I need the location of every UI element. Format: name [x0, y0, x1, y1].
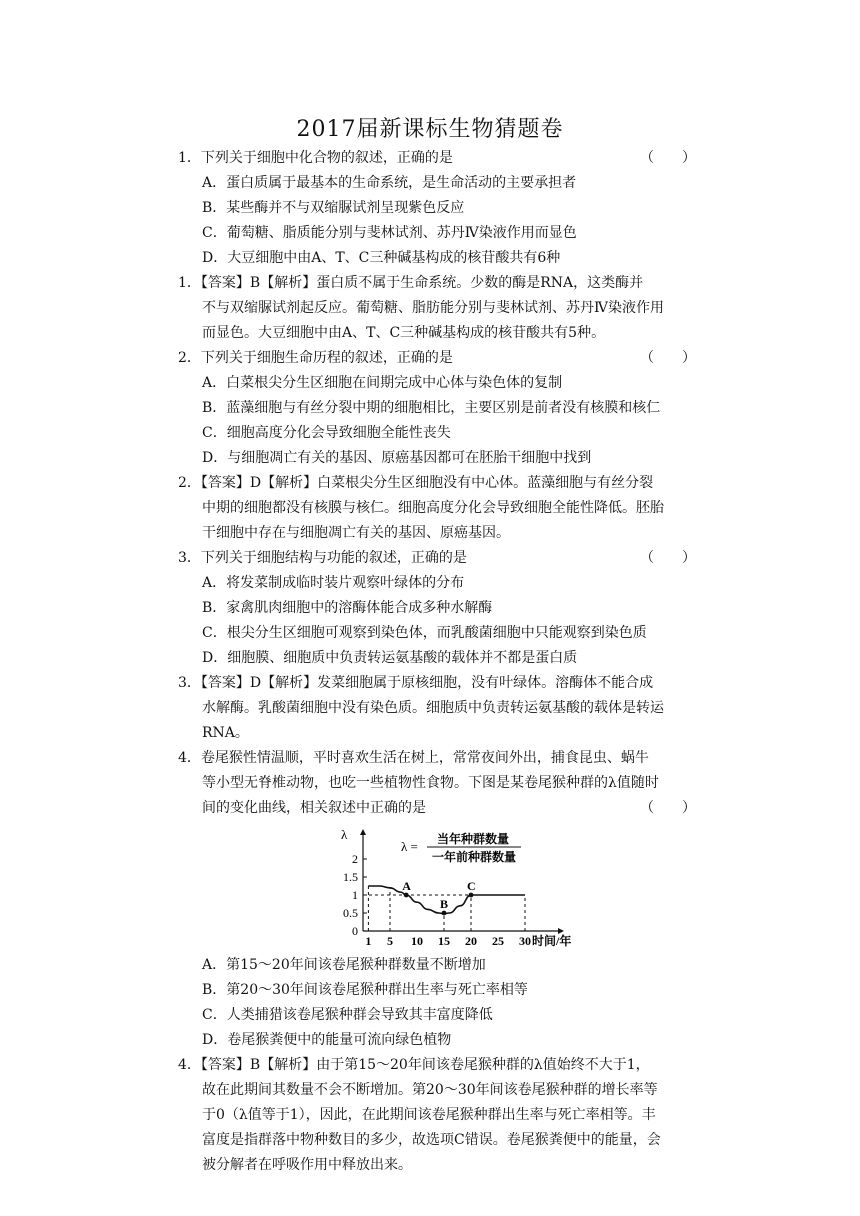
- x-tick-label: 5: [387, 934, 393, 948]
- question-1-option-d: D．大豆细胞中由A、T、C三种碱基构成的核苷酸共有6种: [202, 250, 561, 266]
- question-2-stem: 2．下列关于细胞生命历程的叙述，正确的是 （ ）: [178, 346, 698, 371]
- question-3-option-b: B．家禽肌肉细胞中的溶酶体能合成多种水解酶: [202, 600, 493, 616]
- question-3-option-a: A．将发菜制成临时装片观察叶绿体的分布: [202, 575, 465, 591]
- question-4-answer-line: 于0（λ值等于1），因此，在此期间该卷尾猴种群出生率与死亡率相等。丰: [202, 1107, 656, 1123]
- question-4-option-a: A．第15～20年间该卷尾猴种群数量不断增加: [202, 957, 486, 973]
- y-tick-label: 0: [352, 924, 358, 938]
- x-tick-label: 15: [438, 934, 450, 948]
- point-c: [469, 893, 474, 898]
- question-2-answer-line: 干细胞中存在与细胞凋亡有关的基因、原癌基因。: [202, 525, 510, 541]
- question-3-answer-line: 水解酶。乳酸菌细胞中没有染色质。细胞质中负责转运氨基酸的载体是转运: [202, 700, 664, 716]
- x-tick-label: 25: [492, 934, 504, 948]
- question-4-stem: 4．卷尾猴性情温顺，平时喜欢生活在树上，常常夜间外出，捕食昆虫、蜗牛: [178, 750, 649, 766]
- question-4-option-c: C．人类捕猎该卷尾猴种群会导致其丰富度降低: [202, 1007, 493, 1023]
- lambda-chart-svg: [178, 823, 698, 951]
- answer-bracket: （ ）: [640, 550, 696, 566]
- question-1-answer: 1．【答案】B【解析】蛋白质不属于生命系统。少数的酶是RNA，这类酶并: [178, 275, 644, 291]
- question-4-stem-line: 等小型无脊椎动物，也吃一些植物性食物。下图是某卷尾猴种群的λ值随时: [202, 775, 659, 791]
- question-4-answer-line: 富度是指群落中物种数目的多少，故选项C错误。卷尾猴粪便中的能量，会: [202, 1132, 661, 1148]
- point-label-c: C: [467, 879, 476, 893]
- question-3-option-d: D．细胞膜、细胞质中负责转运氨基酸的载体并不都是蛋白质: [202, 650, 578, 666]
- question-2-option-a: A．白菜根尖分生区细胞在间期完成中心体与染色体的复制: [202, 375, 563, 391]
- question-3-answer-line: RNA。: [202, 725, 249, 741]
- question-2-option-d: D．与细胞凋亡有关的基因、原癌基因都可在胚胎干细胞中找到: [202, 450, 592, 466]
- question-4-answer-line: 被分解者在呼吸作用中释放出来。: [202, 1157, 412, 1173]
- question-3-answer: 3．【答案】D【解析】发菜细胞属于原核细胞，没有叶绿体。溶酶体不能合成: [178, 675, 654, 691]
- question-4-answer: 4．【答案】B【解析】由于第15～20年间该卷尾猴种群的λ值始终不大于1，: [178, 1057, 650, 1073]
- question-4-stem-line: 间的变化曲线，相关叙述中正确的是 （ ）: [178, 796, 698, 821]
- question-2-option-c: C．细胞高度分化会导致细胞全能性丧失: [202, 425, 451, 441]
- question-3-option-c: C．根尖分生区细胞可观察到染色体，而乳酸菌细胞中只能观察到染色质: [202, 625, 647, 641]
- y-tick-label: 1.5: [343, 870, 358, 884]
- x-tick-label: 20: [465, 934, 477, 948]
- formula-numerator: 当年种群数量: [436, 832, 510, 846]
- x-tick-label: 1: [365, 934, 372, 948]
- question-1-option-c: C．葡萄糖、脂质能分别与斐林试剂、苏丹Ⅳ染液作用而显色: [202, 225, 577, 241]
- y-tick-label: 0.5: [343, 906, 358, 920]
- question-3-stem: 3．下列关于细胞结构与功能的叙述，正确的是 （ ）: [178, 546, 698, 571]
- answer-bracket: （ ）: [640, 350, 696, 366]
- question-4-option-d: D．卷尾猴粪便中的能量可流向绿色植物: [202, 1032, 452, 1048]
- point-a: [404, 893, 409, 898]
- question-1-answer-line: 而显色。大豆细胞中由A、T、C三种碱基构成的核苷酸共有5种。: [202, 325, 606, 341]
- answer-bracket: （ ）: [640, 150, 696, 166]
- point-label-a: A: [402, 879, 411, 893]
- page-title: 2017届新课标生物猜题卷: [296, 117, 564, 142]
- question-1-option-b: B．某些酶并不与双缩脲试剂呈现紫色反应: [202, 200, 465, 216]
- y-axis-label: λ: [341, 827, 348, 842]
- x-axis-label: 时间/年: [532, 934, 572, 948]
- question-list: [178, 146, 698, 1178]
- question-4-answer-line: 故在此期间其数量不会不断增加。第20～30年间该卷尾猴种群的增长率等: [202, 1082, 658, 1098]
- question-2-answer-line: 中期的细胞都没有核膜与核仁。细胞高度分化会导致细胞全能性降低。胚胎: [202, 500, 664, 516]
- question-1-answer-line: 不与双缩脲试剂起反应。葡萄糖、脂肪能分别与斐林试剂、苏丹Ⅳ染液作用: [202, 300, 664, 316]
- x-tick-label: 10: [411, 934, 423, 948]
- y-axis-arrow: [360, 829, 366, 835]
- chart-formula: [401, 831, 521, 864]
- question-1-stem: 1．下列关于细胞中化合物的叙述，正确的是 （ ）: [178, 146, 698, 171]
- answer-bracket: （ ）: [640, 800, 696, 816]
- question-1-option-a: A．蛋白质属于最基本的生命系统，是生命活动的主要承担者: [202, 175, 577, 191]
- y-tick-label: 2: [352, 852, 358, 866]
- lambda-chart: [178, 823, 698, 951]
- question-2-answer: 2．【答案】D【解析】白菜根尖分生区细胞没有中心体。蓝藻细胞与有丝分裂: [178, 475, 654, 491]
- point-b: [442, 911, 447, 916]
- y-tick-label: 1: [352, 888, 358, 902]
- formula-lhs: λ =: [401, 839, 418, 854]
- point-label-b: B: [440, 897, 449, 911]
- x-tick-label: 30: [519, 934, 531, 948]
- formula-denominator: 一年前种群数量: [431, 850, 517, 864]
- question-2-option-b: B．蓝藻细胞与有丝分裂中期的细胞相比，主要区别是前者没有核膜和核仁: [202, 400, 661, 416]
- question-4-option-b: B．第20～30年间该卷尾猴种群出生率与死亡率相等: [202, 982, 528, 998]
